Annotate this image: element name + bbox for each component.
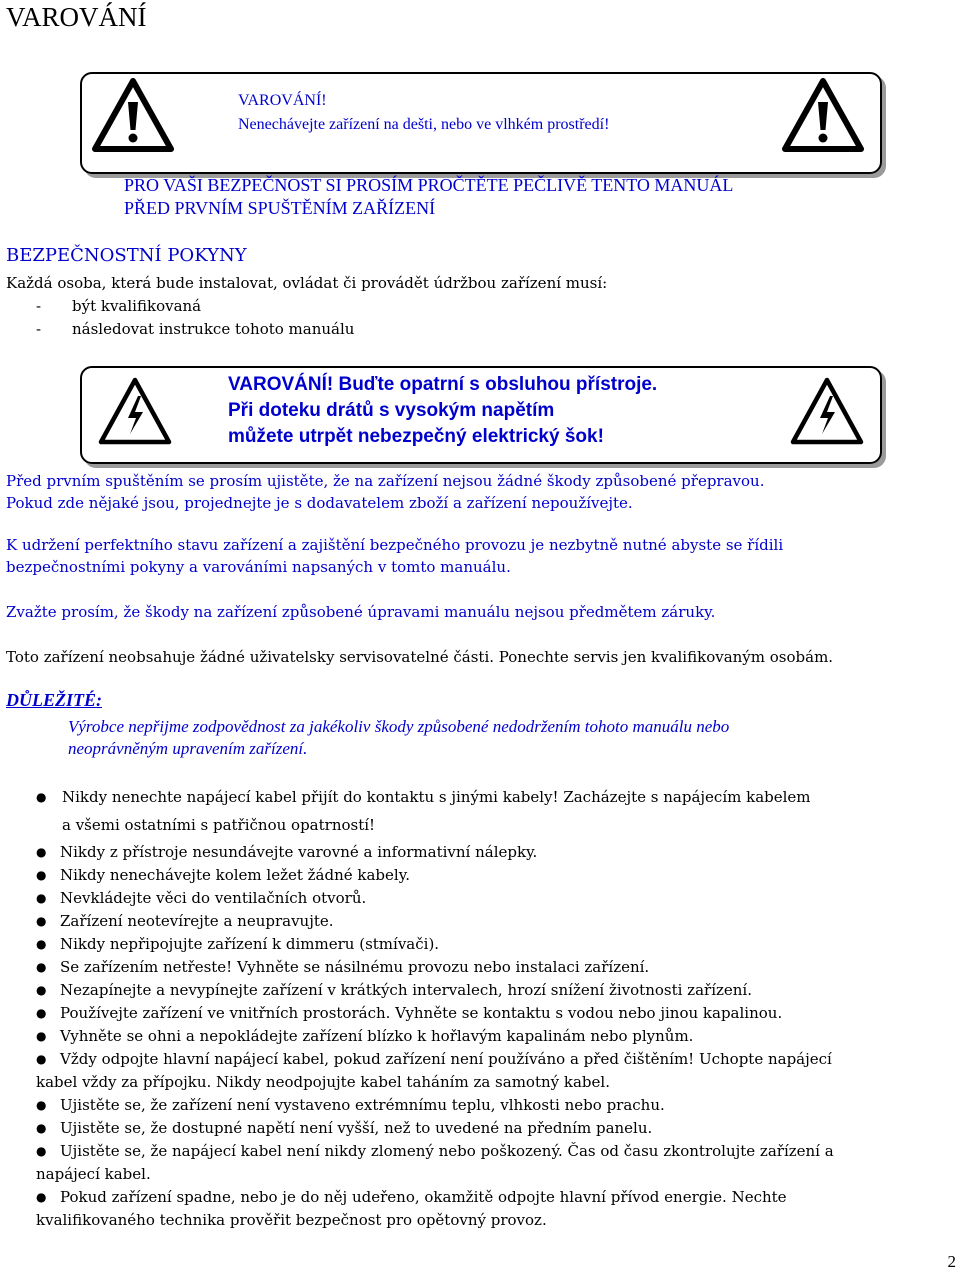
lightning-warning-icon <box>790 376 864 446</box>
important-text <box>68 716 928 760</box>
bullet-dot: ● <box>36 891 47 905</box>
warning-1-line-1: VAROVÁNÍ! <box>238 92 327 109</box>
bullet-dot: ● <box>36 1006 47 1020</box>
dash-marker: - <box>36 297 42 315</box>
important-heading: DŮLEŽITÉ: <box>6 690 102 710</box>
warning-2-line-3: můžete utrpět nebezpečný elektrický šok! <box>228 426 604 447</box>
paragraph-maintenance-1: K udržení perfektního stavu zařízení a zajištění bezpečného provozu je nezbytně nutné abyste se řídili <box>6 536 784 554</box>
paragraph-transport-1: Před prvním spuštěním se prosím ujistěte, že na zařízení nejsou žádné škody způsobené přepravou. <box>6 472 765 490</box>
dash-marker: - <box>36 320 42 338</box>
list-item-text: kabel vždy za přípojku. Nikdy neodpojujte kabel taháním za samotný kabel. <box>36 1073 610 1091</box>
list-item-text: a všemi ostatními s patřičnou opatrností! <box>62 816 376 834</box>
page-number: 2 <box>947 1252 956 1271</box>
warning-box-rain <box>80 72 882 174</box>
list-item-text: Nezapínejte a nevypínejte zařízení v krátkých intervalech, hrozí snížení životnosti zařízení. <box>60 981 752 999</box>
list-item-text: Vždy odpojte hlavní napájecí kabel, pokud zařízení není používáno a před čištěním! Uchopte napájecí <box>60 1050 832 1068</box>
bullet-dot: ● <box>36 914 47 928</box>
list-item-text: Nikdy nepřipojujte zařízení k dimmeru (stmívači). <box>60 935 440 953</box>
list-item-text: Nikdy nenechte napájecí kabel přijít do kontaktu s jinými kabely! Zacházejte s napájecím kabelem <box>62 788 811 806</box>
important-line-1: Výrobce nepřijme zodpovědnost za jakékoliv škody způsobené nedodržením tohoto manuálu nebo <box>68 717 730 736</box>
list-item-text: Nevkládejte věci do ventilačních otvorů. <box>60 889 367 907</box>
list-item-text: napájecí kabel. <box>36 1165 151 1183</box>
paragraph-transport-2: Pokud zde nějaké jsou, projednejte je s dodavatelem zboží a zařízení nepoužívejte. <box>6 494 633 512</box>
list-item-text: Nikdy nenechávejte kolem ležet žádné kabely. <box>60 866 410 884</box>
exclamation-warning-icon <box>782 78 864 152</box>
warning-2-line-1: VAROVÁNÍ! Buďte opatrní s obsluhou přístroje. <box>228 374 658 395</box>
list-item-text: Vyhněte se ohni a nepokládejte zařízení blízko k hořlavým kapalinám nebo plynům. <box>60 1027 694 1045</box>
instruction-item-text: být kvalifikovaná <box>72 297 202 315</box>
list-item-text: Se zařízením netřeste! Vyhněte se násilnému provozu nebo instalaci zařízení. <box>60 958 650 976</box>
paragraph-service: Toto zařízení neobsahuje žádné uživatelsky servisovatelné části. Ponechte servis jen kvalifikovaným osobám. <box>6 648 834 666</box>
list-item-text: Používejte zařízení ve vnitřních prostorách. Vyhněte se kontaktu s vodou nebo jinou kapalinou. <box>60 1004 783 1022</box>
safety-heading <box>124 174 733 220</box>
bullet-dot: ● <box>36 983 47 997</box>
list-item-text: Ujistěte se, že dostupné napětí není vyšší, než to uvedené na předním panelu. <box>60 1119 653 1137</box>
lightning-warning-icon <box>98 376 172 446</box>
warning-box-electric <box>80 366 882 464</box>
instructions-intro: Každá osoba, která bude instalovat, ovládat či provádět údržbou zařízení musí: <box>6 274 608 292</box>
list-item-text: Zařízení neotevírejte a neupravujte. <box>60 912 334 930</box>
instruction-item <box>6 295 201 317</box>
list-item-text: kvalifikovaného technika prověřit bezpečnost pro opětovný provoz. <box>36 1211 547 1229</box>
warning-1-line-2: Nenechávejte zařízení na dešti, nebo ve vlhkém prostředí! <box>238 116 610 133</box>
important-line-2: neoprávněným upravením zařízení. <box>68 739 308 758</box>
bullet-dot: ● <box>36 790 47 804</box>
bullet-dot: ● <box>36 1029 47 1043</box>
bullet-dot: ● <box>36 1098 47 1112</box>
instructions-heading: BEZPEČNOSTNÍ POKYNY <box>6 245 247 266</box>
bullet-dot: ● <box>36 1144 47 1158</box>
list-item-text: Pokud zařízení spadne, nebo je do něj udeřeno, okamžitě odpojte hlavní přívod energie. Nechte <box>60 1188 787 1206</box>
bullet-dot: ● <box>36 868 47 882</box>
page-title: VAROVÁNÍ <box>6 2 147 32</box>
safety-heading-line-1: PRO VAŠI BEZPEČNOST SI PROSÍM PROČTĚTE PEČLIVĚ TENTO MANUÁL <box>124 175 734 195</box>
paragraph-warranty: Zvažte prosím, že škody na zařízení způsobené úpravami manuálu nejsou předmětem záruky. <box>6 603 716 621</box>
warning-2-line-2: Při doteku drátů s vysokým napětím <box>228 400 555 421</box>
bullet-dot: ● <box>36 845 47 859</box>
bullet-dot: ● <box>36 1052 47 1066</box>
bullet-dot: ● <box>36 1190 47 1204</box>
safety-heading-line-2: PŘED PRVNÍM SPUŠTĚNÍM ZAŘÍZENÍ <box>124 198 436 218</box>
bullet-dot: ● <box>36 937 47 951</box>
list-item-text: Nikdy z přístroje nesundávejte varovné a informativní nálepky. <box>60 843 538 861</box>
list-item-text: Ujistěte se, že zařízení není vystaveno extrémnímu teplu, vlhkosti nebo prachu. <box>60 1096 665 1114</box>
bullet-dot: ● <box>36 960 47 974</box>
list-item-text: Ujistěte se, že napájecí kabel není nikdy zlomený nebo poškozený. Čas od času zkontrolujte zařízení a <box>60 1142 834 1160</box>
paragraph-maintenance-2: bezpečnostními pokyny a varováními napsaných v tomto manuálu. <box>6 558 511 576</box>
exclamation-warning-icon <box>92 78 174 152</box>
instruction-item-text: následovat instrukce tohoto manuálu <box>72 320 355 338</box>
bullet-dot: ● <box>36 1121 47 1135</box>
instruction-item <box>6 318 354 340</box>
